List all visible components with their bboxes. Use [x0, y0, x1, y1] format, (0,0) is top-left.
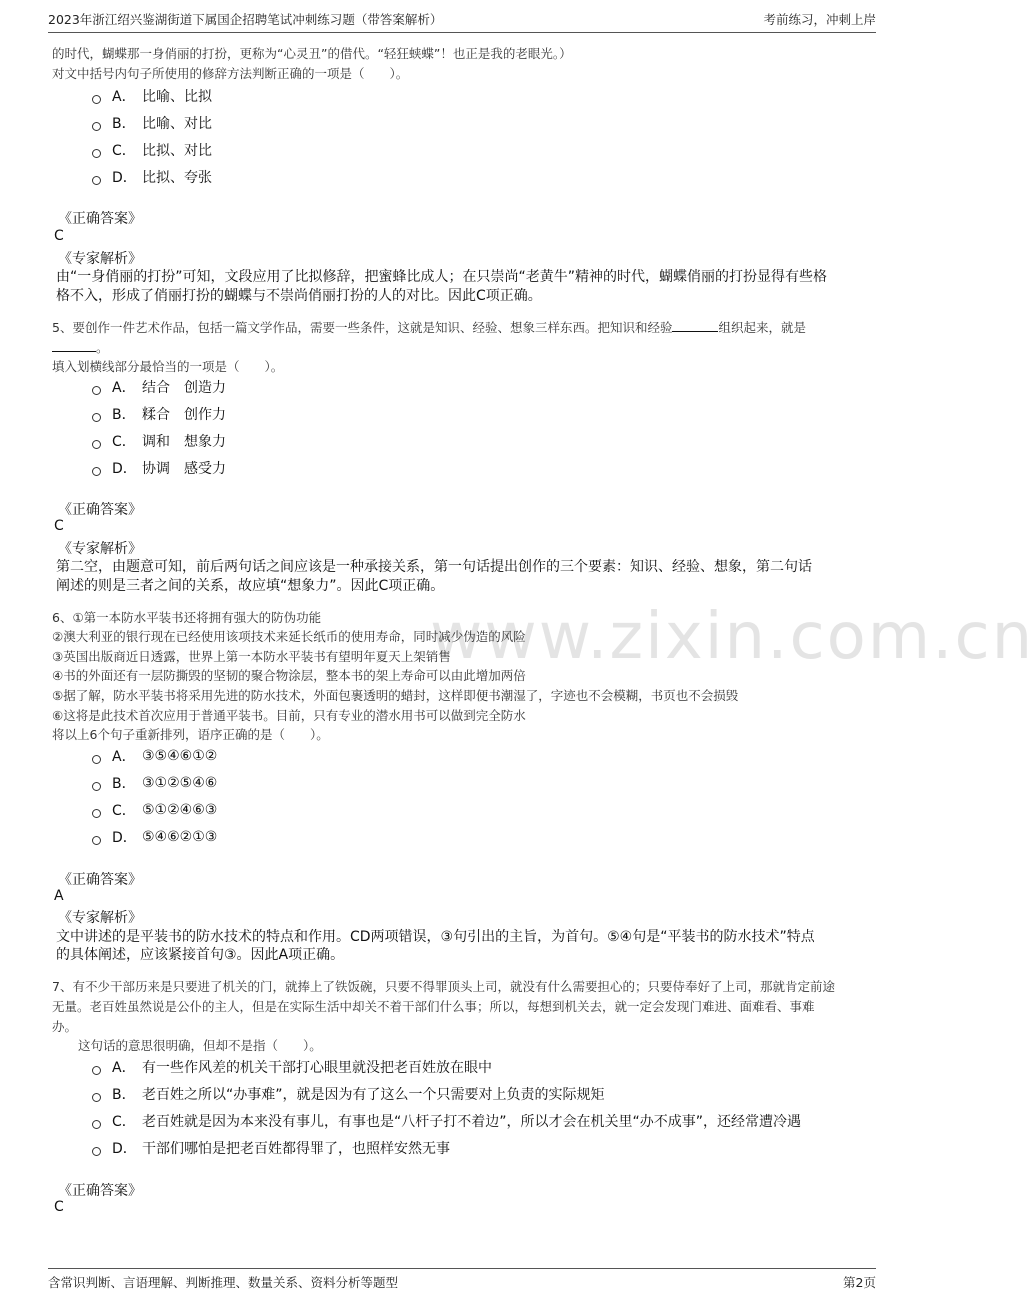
- header-slogan: 考前练习，冲刺上岸: [763, 12, 876, 27]
- radio-icon[interactable]: [92, 1066, 101, 1075]
- q4-option-a[interactable]: A． 比喻、比拟: [92, 86, 212, 106]
- q5-analysis-line1: 第二空，由题意可知，前后两句话之间应该是一种承接关系，第一句话提出创作的三个要素：知识、经验、想象，第二句话: [56, 559, 812, 575]
- q7-answer-title: 《正确答案》: [58, 1183, 142, 1199]
- q4-analysis-line2: 格不入，形成了俏丽打扮的蝴蝶与不崇尚俏丽打扮的人的对比。因此C项正确。: [56, 288, 542, 304]
- q6-analysis-title: 《专家解析》: [58, 910, 142, 926]
- q5-answer: C: [54, 518, 64, 534]
- blank-line: [672, 319, 718, 332]
- q5-answer-title: 《正确答案》: [58, 502, 142, 518]
- q6-answer-title: 《正确答案》: [58, 872, 142, 888]
- q6-sentence-4: ④书的外面还有一层防撕毁的坚韧的聚合物涂层，整本书的架上寿命可以由此增加两倍: [52, 668, 526, 683]
- q7-option-d[interactable]: D． 干部们哪怕是把老百姓都得罪了，也照样安然无事: [92, 1138, 450, 1158]
- radio-icon[interactable]: [92, 176, 101, 185]
- page-footer: [48, 1268, 876, 1293]
- q5-analysis-line2: 阐述的则是三者之间的关系，故应填“想象力”。因此C项正确。: [56, 578, 445, 594]
- page-number: 第2页: [843, 1275, 876, 1290]
- q6-sentence-3: ③英国出版商近日透露，世界上第一本防水平装书有望明年夏天上架销售: [52, 649, 451, 664]
- q4-context: 的时代，蝴蝶那一身俏丽的打扮，更称为“心灵丑”的借代。“轻狂蛱蝶”！也正是我的老眼光。）: [52, 46, 572, 61]
- q4-option-d[interactable]: D． 比拟、夸张: [92, 167, 212, 187]
- q4-option-c[interactable]: C． 比拟、对比: [92, 140, 212, 160]
- q7-option-c[interactable]: C． 老百姓就是因为本来没有事儿，有事也是“八杆子打不着边”，所以才会在机关里“办不成事”，还经常遭冷遇: [92, 1111, 801, 1131]
- q4-answer: C: [54, 228, 64, 244]
- q4-option-b[interactable]: B． 比喻、对比: [92, 113, 212, 133]
- q4-answer-title: 《正确答案》: [58, 211, 142, 227]
- q7-stem-line3: 办。: [52, 1019, 78, 1034]
- q4-analysis-title: 《专家解析》: [58, 251, 142, 267]
- q6-option-a[interactable]: A． ③⑤④⑥①②: [92, 746, 217, 766]
- radio-icon[interactable]: [92, 386, 101, 395]
- q6-sentence-2: ②澳大利亚的银行现在已经使用该项技术来延长纸币的使用寿命，同时减少伪造的风险: [52, 629, 526, 644]
- q5-stem-line2: 。: [52, 338, 109, 356]
- q7-stem-line2: 无量。老百姓虽然说是公仆的主人，但是在实际生活中却关不着干部们什么事；所以，每想到机关去，就一定会发现门难进、面难看、事难: [52, 999, 815, 1014]
- q6-sentence-5: ⑤据了解，防水平装书将采用先进的防水技术，外面包裹透明的蜡封，这样即便书潮湿了，字迹也不会模糊，书页也不会损毁: [52, 688, 739, 703]
- q5-question: 填入划横线部分最恰当的一项是（ ）。: [52, 359, 284, 374]
- radio-icon[interactable]: [92, 1093, 101, 1102]
- q7-question: 这句话的意思很明确，但却不是指（ ）。: [78, 1038, 322, 1053]
- radio-icon[interactable]: [92, 95, 101, 104]
- q6-analysis-line1: 文中讲述的是平装书的防水技术的特点和作用。CD两项错误，③句引出的主旨，为首句。⑤④句是“平装书的防水技术”特点: [56, 929, 815, 945]
- blank-line: [52, 339, 96, 352]
- q5-option-a[interactable]: A． 结合 创造力: [92, 377, 226, 397]
- q5-option-d[interactable]: D． 协调 感受力: [92, 458, 226, 478]
- radio-icon[interactable]: [92, 1120, 101, 1129]
- radio-icon[interactable]: [92, 809, 101, 818]
- q6-sentence-1: 6、①第一本防水平装书还将拥有强大的防伪功能: [52, 610, 322, 625]
- q6-sentence-6: ⑥这将是此技术首次应用于普通平装书。目前，只有专业的潜水用书可以做到完全防水: [52, 708, 526, 723]
- q6-question: 将以上6个句子重新排列，语序正确的是（ ）。: [52, 727, 329, 742]
- radio-icon[interactable]: [92, 782, 101, 791]
- q6-option-b[interactable]: B． ③①②⑤④⑥: [92, 773, 217, 793]
- radio-icon[interactable]: [92, 467, 101, 476]
- q4-analysis-line1: 由“一身俏丽的打扮”可知，文段应用了比拟修辞，把蜜蜂比成人；在只崇尚“老黄牛”精神的时代，蝴蝶俏丽的打扮显得有些格: [56, 269, 828, 285]
- radio-icon[interactable]: [92, 1147, 101, 1156]
- q6-option-d[interactable]: D． ⑤④⑥②①③: [92, 827, 217, 847]
- q7-stem-line1: 7、有不少干部历来是只要进了机关的门，就捧上了铁饭碗，只要不得罪顶头上司，就没有什么需要担心的；只要侍奉好了上司，那就肯定前途: [52, 979, 835, 994]
- q5-stem-line1: 5、要创作一件艺术作品，包括一篇文学作品，需要一些条件，这就是知识、经验、想象三样东西。把知识和经验 组织起来，就是: [52, 320, 806, 335]
- radio-icon[interactable]: [92, 755, 101, 764]
- footer-note: 含常识判断、言语理解、判断推理、数量关系、资料分析等题型: [48, 1275, 399, 1290]
- q4-question: 对文中括号内句子所使用的修辞方法判断正确的一项是（ ）。: [52, 66, 409, 81]
- q6-option-c[interactable]: C． ⑤①②④⑥③: [92, 800, 217, 820]
- page-header: [48, 10, 876, 33]
- watermark: www.zixin.com.cn: [430, 600, 1034, 674]
- radio-icon[interactable]: [92, 836, 101, 845]
- radio-icon[interactable]: [92, 149, 101, 158]
- q6-answer: A: [54, 888, 64, 904]
- header-title: 2023年浙江绍兴鉴湖街道下属国企招聘笔试冲刺练习题（带答案解析）: [48, 12, 443, 27]
- radio-icon[interactable]: [92, 122, 101, 131]
- radio-icon[interactable]: [92, 440, 101, 449]
- q5-analysis-title: 《专家解析》: [58, 541, 142, 557]
- q6-analysis-line2: 的具体阐述，应该紧接首句③。因此A项正确。: [56, 947, 345, 963]
- q5-option-c[interactable]: C． 调和 想象力: [92, 431, 226, 451]
- q7-option-a[interactable]: A． 有一些作风差的机关干部打心眼里就没把老百姓放在眼中: [92, 1057, 492, 1077]
- q5-option-b[interactable]: B． 糅合 创作力: [92, 404, 226, 424]
- q7-answer: C: [54, 1199, 64, 1215]
- q7-option-b[interactable]: B． 老百姓之所以“办事难”，就是因为有了这么一个只需要对上负责的实际规矩: [92, 1084, 605, 1104]
- radio-icon[interactable]: [92, 413, 101, 422]
